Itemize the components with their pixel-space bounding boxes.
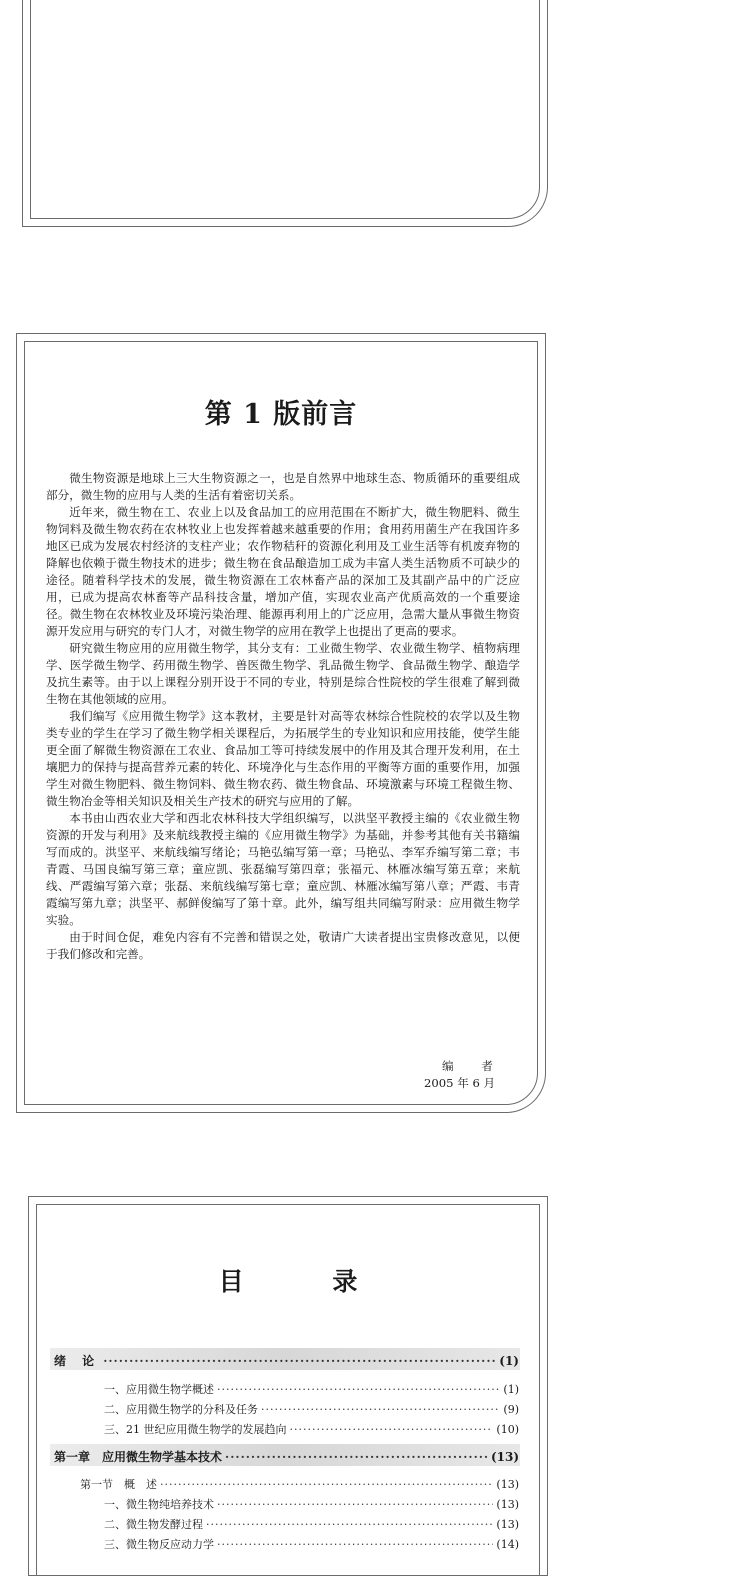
toc-leader-dots: [290, 1423, 494, 1436]
preface-editor-signature: 编 者: [442, 1059, 505, 1073]
toc-entry-label: 二、应用微生物学的分科及任务: [104, 1403, 258, 1416]
preface-date: 2005 年 6 月: [424, 1076, 496, 1090]
toc-entry-page: (14): [496, 1538, 519, 1551]
toc-entry-section[interactable]: [80, 1476, 519, 1492]
toc-entry-label: 三、微生物反应动力学: [104, 1538, 214, 1551]
toc-entry-page: (1): [499, 1354, 519, 1368]
toc-leader-dots: [103, 1354, 496, 1368]
toc-entry-chapter-1[interactable]: [54, 1448, 519, 1465]
toc-entry[interactable]: [104, 1516, 519, 1532]
toc-entry-page: (10): [496, 1423, 519, 1436]
page-frame-top-inner: [30, 0, 540, 219]
preface-body: [46, 470, 520, 963]
toc-entry-label: 二、微生物发酵过程: [104, 1518, 203, 1531]
toc-leader-dots: [225, 1450, 488, 1464]
toc-entry-page: (1): [503, 1383, 519, 1396]
toc-leader-dots: [217, 1383, 500, 1396]
preface-paragraph: 研究微生物应用的应用微生物学，其分支有：工业微生物学、农业微生物学、植物病理学、医学微生物学、药用微生物学、兽医微生物学、乳品微生物学、食品微生物学、酿造学及抗生素等。由于以上课程分别开设于不同的专业，特别是综合性院校的学生很难了解到微生物在其他领域的应用。: [46, 641, 520, 706]
toc-entry[interactable]: [104, 1421, 519, 1437]
toc-title: 目 录: [218, 1267, 398, 1296]
toc-entry-label: 第一节 概 述: [80, 1478, 157, 1491]
preface-title: 第 1 版前言: [204, 399, 358, 430]
preface-paragraph: 本书由山西农业大学和西北农林科技大学组织编写，以洪坚平教授主编的《农业微生物资源的开发与利用》及来航线教授主编的《应用微生物学》为基础，并参考其他有关书籍编写而成的。洪坚平、来航线编写绪论；马艳弘编写第一章；马艳弘、李军乔编写第二章；韦青霞、马国良编写第三章；童应凯、张磊编写第四章；张福元、林雁冰编写第五章；来航线、严霞编写第六章；张磊、来航线编写第七章；童应凯、林雁冰编写第八章；严霞、韦青霞编写第九章；洪坚平、郝鲜俊编写了第十章。此外，编写组共同编写附录：应用微生物学实验。: [46, 811, 520, 927]
toc-entry-page: (13): [490, 1450, 519, 1464]
toc-chapter-number: 第一章: [54, 1450, 91, 1464]
toc-entry-page: (13): [496, 1518, 519, 1531]
preface-paragraph: 我们编写《应用微生物学》这本教材，主要是针对高等农林综合性院校的农学以及生物类专业的学生在学习了微生物学相关课程后，为拓展学生的专业知识和应用技能，使学生能更全面了解微生物资源在工农业、食品加工等可持续发展中的作用及其合理开发利用，在土壤肥力的保持与提高营养元素的转化、环境净化与生态作用的平衡等方面的重要作用，加强学生对微生物肥料、微生物饲料、微生物农药、微生物食品、环境激素与环境工程微生物、微生物冶金等相关知识及相关生产技术的研究与应用的了解。: [46, 709, 520, 808]
toc-leader-dots: [217, 1538, 493, 1551]
toc-entry[interactable]: [104, 1536, 519, 1552]
toc-entry-page: (9): [503, 1403, 519, 1416]
toc-entry[interactable]: [104, 1401, 519, 1417]
toc-entry-page: (13): [496, 1498, 519, 1511]
toc-leader-dots: [217, 1498, 493, 1511]
preface-paragraph: 由于时间仓促，难免内容有不完善和错误之处，敬请广大读者提出宝贵修改意见，以便于我们修改和完善。: [46, 930, 520, 961]
toc-entry-label: 绪 论: [54, 1354, 101, 1368]
toc-entry-page: (13): [496, 1478, 519, 1491]
toc-entry[interactable]: [104, 1381, 519, 1397]
toc-entry-label: 应用微生物学基本技术: [102, 1450, 223, 1464]
toc-leader-dots: [206, 1518, 493, 1531]
toc-entry[interactable]: [104, 1496, 519, 1512]
preface-paragraph: 微生物资源是地球上三大生物资源之一，也是自然界中地球生态、物质循环的重要组成部分，微生物的应用与人类的生活有着密切关系。: [46, 471, 520, 502]
preface-paragraph: 近年来，微生物在工、农业上以及食品加工的应用范围在不断扩大，微生物肥料、微生物饲料及微生物农药在农林牧业上也发挥着越来越重要的作用；食用药用菌生产在我国许多地区已成为发展农村经济的支柱产业；农作物秸秆的资源化利用及工业生活等有机废弃物的降解也依赖于微生物技术的进步；微生物在食品酿造加工成为丰富人类生活物质不可缺少的途径。随着科学技术的发展，微生物资源在工农林畜产品的深加工及其副产品中的广泛应用，已成为提高农林畜等产品科技含量，增加产值，实现农业高产优质高效的一个重要途径。微生物在农林牧业及环境污染治理、能源再利用上的广泛应用，急需大量从事微生物资源开发应用与研究的专门人才，对微生物学的应用在教学上也提出了更高的要求。: [46, 505, 520, 638]
toc-leader-dots: [261, 1403, 500, 1416]
toc-entry-label: 一、微生物纯培养技术: [104, 1498, 214, 1511]
toc-entry-label: 三、21 世纪应用微生物学的发展趋向: [104, 1423, 287, 1436]
toc-leader-dots: [160, 1478, 493, 1491]
toc-entry-intro[interactable]: [54, 1352, 519, 1369]
toc-entry-label: 一、应用微生物学概述: [104, 1383, 214, 1396]
